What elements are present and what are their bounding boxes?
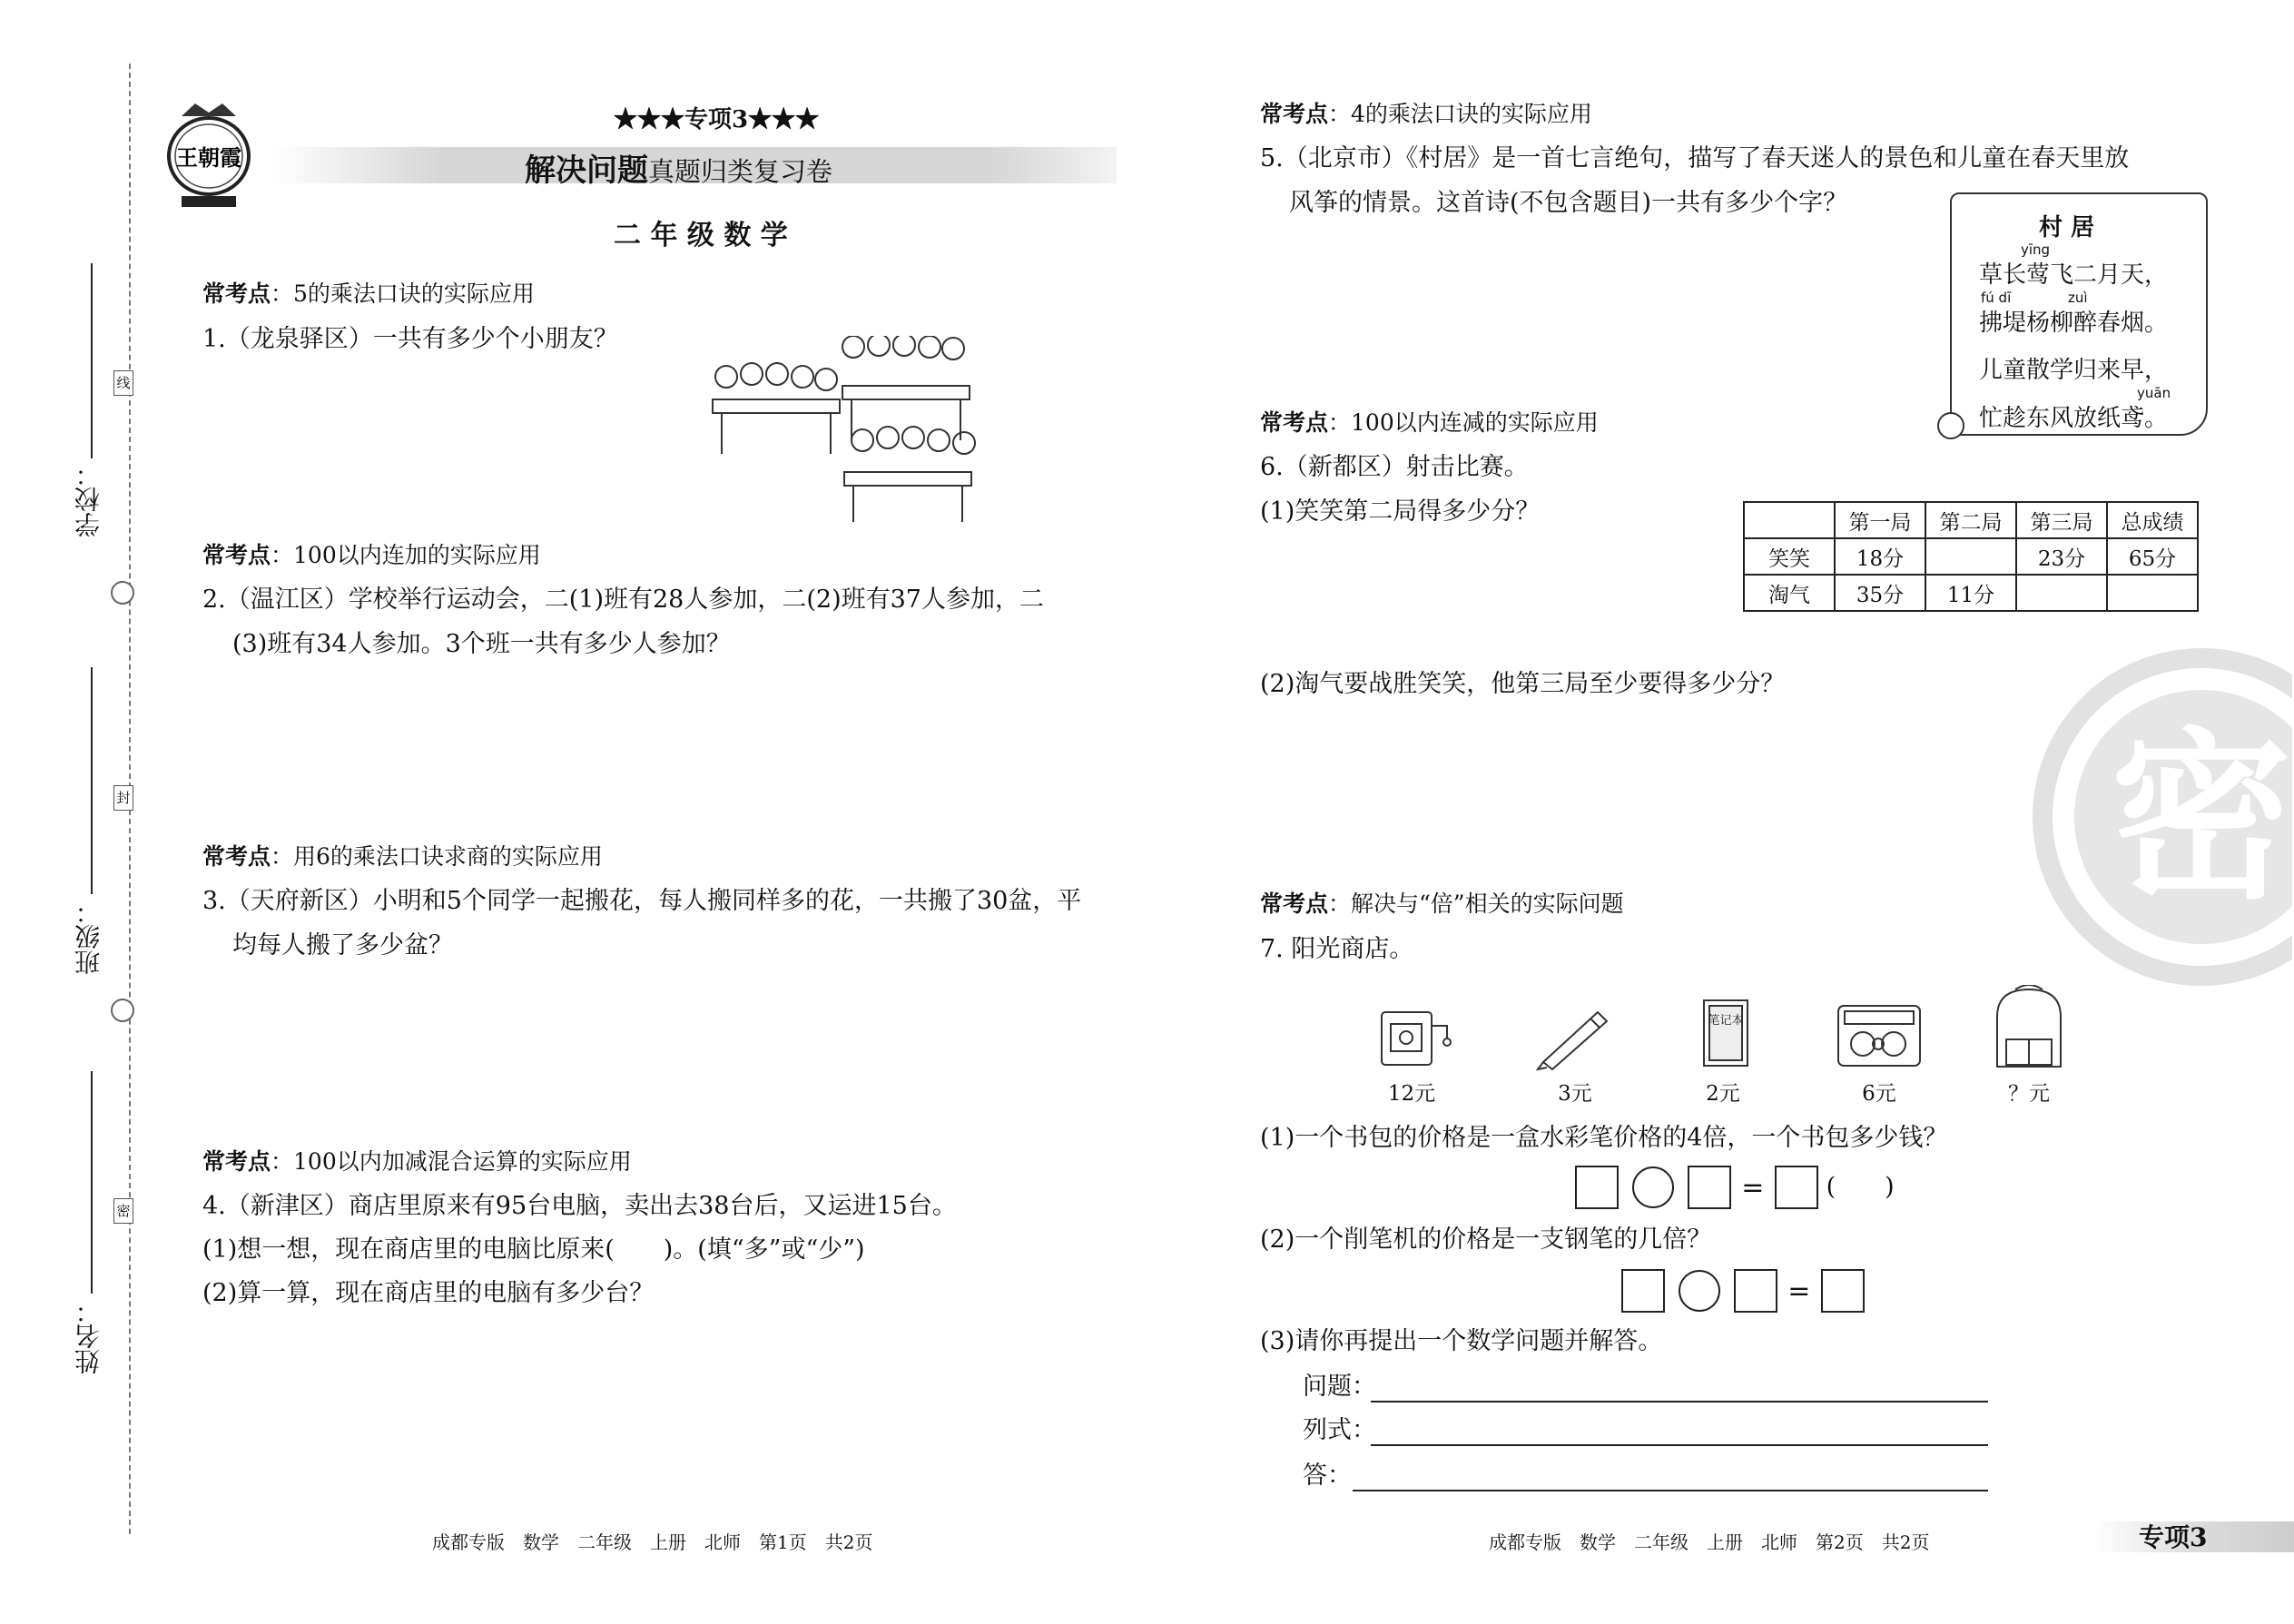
- question-5-line-1: 5.（北京市）《村居》是一首七言绝句，描写了春天迷人的景色和儿童在春天里放: [1260, 144, 2130, 172]
- key-point-5: 常考点：4的乘法口诀的实际应用: [1260, 101, 1592, 127]
- equals-sign: =: [1787, 1275, 1811, 1307]
- table-cell: [1925, 538, 2016, 575]
- question-3-line-1: 3.（天府新区）小明和5个同学一起搬花，每人搬同样多的花，一共搬了30盆，平: [202, 887, 1082, 915]
- answer-box[interactable]: [1575, 1166, 1619, 1209]
- table-cell: [2016, 575, 2107, 611]
- seal-mark-secret: 密: [113, 1198, 133, 1224]
- answer-box[interactable]: [1621, 1269, 1665, 1313]
- table-cell: 23分: [2016, 538, 2107, 575]
- poem-line-1: 草长莺飞二月天，: [1979, 261, 2169, 289]
- item-price: 12元: [1387, 1082, 1436, 1106]
- answer-label: 答：: [1303, 1462, 1352, 1490]
- binding-hole-icon: [111, 581, 134, 605]
- key-point-4: 常考点：100以内加减混合运算的实际应用: [202, 1148, 632, 1175]
- poem-pinyin-2: fú dī: [1981, 290, 2012, 306]
- school-label: 学校：: [74, 461, 103, 537]
- item-watercolor-pens: [1825, 999, 1934, 1107]
- svg-text:王朝霞: 王朝霞: [176, 144, 241, 171]
- question-3-line-2: 均每人搬了多少盆？: [232, 931, 453, 960]
- question-7-part-3: (3)请你再提出一个数学问题并解答。: [1260, 1327, 1663, 1355]
- title-bold: 解决问题: [525, 153, 648, 189]
- poem-line-2: 拂堤杨柳醉春烟。: [1979, 310, 2169, 337]
- table-cell: 淘气: [1744, 575, 1835, 611]
- table-cell: [2107, 575, 2198, 611]
- children-at-tables-illustration: [708, 336, 980, 527]
- equation-row-1: [1575, 1166, 1895, 1209]
- class-underline: [91, 667, 93, 894]
- svg-text:密: 密: [2110, 713, 2292, 924]
- question-1: 1.（龙泉驿区）一共有多少个小朋友？: [202, 325, 618, 353]
- answer-box[interactable]: [1688, 1166, 1731, 1209]
- poem-title: 村 居: [2039, 214, 2095, 241]
- question-7: 7. 阳光商店。: [1260, 935, 1414, 963]
- scroll-end-icon: [1937, 412, 1964, 439]
- footer-left: 成都专版 数学 二年级 上册 北师 第1页 共2页: [432, 1531, 873, 1553]
- name-underline: [91, 1071, 93, 1294]
- question-answer-line[interactable]: [1371, 1401, 1988, 1403]
- answer-box[interactable]: [1734, 1269, 1777, 1313]
- question-6: 6.（新都区）射击比赛。: [1260, 453, 1529, 481]
- question-7-part-1: (1)一个书包的价格是一盒水彩笔价格的4倍，一个书包多少钱？: [1260, 1124, 1948, 1152]
- name-label: 姓名：: [74, 1298, 103, 1374]
- table-cell: 18分: [1835, 538, 1925, 575]
- key-point-3: 常考点：用6的乘法口诀求商的实际应用: [202, 843, 603, 870]
- question-4-part-1: (1)想一想，现在商店里的电脑比原来( )。(填“多”或“少”): [202, 1235, 865, 1264]
- formula-answer-line[interactable]: [1371, 1444, 1988, 1446]
- poem-scroll: [1950, 192, 2208, 436]
- unit-blank[interactable]: ( ): [1826, 1173, 1895, 1202]
- item-price: ？元: [2008, 1082, 2050, 1106]
- table-header-row: [1744, 502, 2198, 538]
- question-label: 问题：: [1303, 1373, 1376, 1401]
- item-sharpener: [1362, 999, 1462, 1107]
- equals-sign: =: [1741, 1171, 1765, 1204]
- series-label: ★★★专项3★★★: [614, 106, 820, 133]
- svg-text:笔记本: 笔记本: [1708, 1014, 1744, 1028]
- question-2-line-2: (3)班有34人参加。3个班一共有多少人参加？: [232, 630, 731, 658]
- brand-logo: [163, 100, 254, 209]
- item-price: 3元: [1558, 1082, 1592, 1106]
- answer-box[interactable]: [1775, 1166, 1818, 1209]
- table-cell: 11分: [1925, 575, 2016, 611]
- watermark-seal: [2020, 635, 2292, 999]
- question-4-part-2: (2)算一算，现在商店里的电脑有多少台？: [202, 1279, 655, 1307]
- school-underline: [91, 263, 93, 458]
- formula-label: 列式：: [1303, 1416, 1376, 1444]
- item-schoolbag: [1970, 985, 2088, 1107]
- subtitle: 二 年 级 数 学: [614, 220, 788, 251]
- table-cell: 35分: [1835, 575, 1925, 611]
- page-title: [525, 145, 832, 190]
- binding-hole-icon: [111, 999, 134, 1022]
- poem-line-4: 忙趁东风放纸鸢。: [1979, 405, 2169, 432]
- table-header-cell: 第二局: [1925, 502, 2016, 538]
- answer-box[interactable]: [1821, 1269, 1865, 1313]
- seal-mark-seal: 封: [113, 785, 133, 811]
- item-pen: [1525, 999, 1625, 1107]
- answer-line[interactable]: [1353, 1490, 1988, 1491]
- key-point-2: 常考点：100以内连加的实际应用: [202, 542, 541, 568]
- item-notebook: [1673, 999, 1773, 1107]
- table-row: [1744, 575, 2198, 611]
- item-price: 6元: [1862, 1082, 1896, 1106]
- poem-pinyin-1: yīng: [2021, 241, 2051, 258]
- question-5-line-2: 风筝的情景。这首诗(不包含题目)一共有多少个字？: [1289, 189, 1848, 217]
- key-point-7: 常考点：解决与“倍”相关的实际问题: [1260, 891, 1624, 917]
- table-cell: 65分: [2107, 538, 2198, 575]
- table-header-cell: [1744, 502, 1835, 538]
- poem-pinyin-4: yuān: [2137, 385, 2171, 401]
- operator-circle[interactable]: [1632, 1166, 1674, 1208]
- score-table: [1743, 501, 2199, 612]
- table-header-cell: 第三局: [2016, 502, 2107, 538]
- footer-tag: 专项3: [2139, 1522, 2208, 1552]
- seal-mark-line: 线: [113, 370, 133, 396]
- table-header-cell: 第一局: [1835, 502, 1925, 538]
- title-rest: 真题归类复习卷: [648, 156, 833, 187]
- question-4: 4.（新津区）商店里原来有95台电脑，卖出去38台后，又运进15台。: [202, 1192, 957, 1220]
- question-6-part-2: (2)淘气要战胜笑笑，他第三局至少要得多少分？: [1260, 670, 1786, 698]
- poem-line-3: 儿童散学归来早，: [1979, 357, 2169, 384]
- poem-pinyin-3: zuì: [2068, 290, 2088, 306]
- table-header-cell: 总成绩: [2107, 502, 2198, 538]
- question-2-line-1: 2.（温江区）学校举行运动会，二(1)班有28人参加，二(2)班有37人参加，二: [202, 586, 1044, 614]
- equation-row-2: [1621, 1269, 1865, 1313]
- operator-circle[interactable]: [1679, 1270, 1720, 1312]
- question-6-part-1: (1)笑笑第二局得多少分？: [1260, 497, 1541, 526]
- key-point-6: 常考点：100以内连减的实际应用: [1260, 409, 1599, 436]
- item-price: 2元: [1706, 1082, 1740, 1106]
- table-cell: 笑笑: [1744, 538, 1835, 575]
- footer-right: 成都专版 数学 二年级 上册 北师 第2页 共2页: [1489, 1531, 1930, 1553]
- question-7-part-2: (2)一个削笔机的价格是一支钢笔的几倍？: [1260, 1225, 1712, 1254]
- key-point-1: 常考点：5的乘法口诀的实际应用: [202, 281, 535, 307]
- class-label: 班级：: [74, 899, 103, 975]
- table-row: [1744, 538, 2198, 575]
